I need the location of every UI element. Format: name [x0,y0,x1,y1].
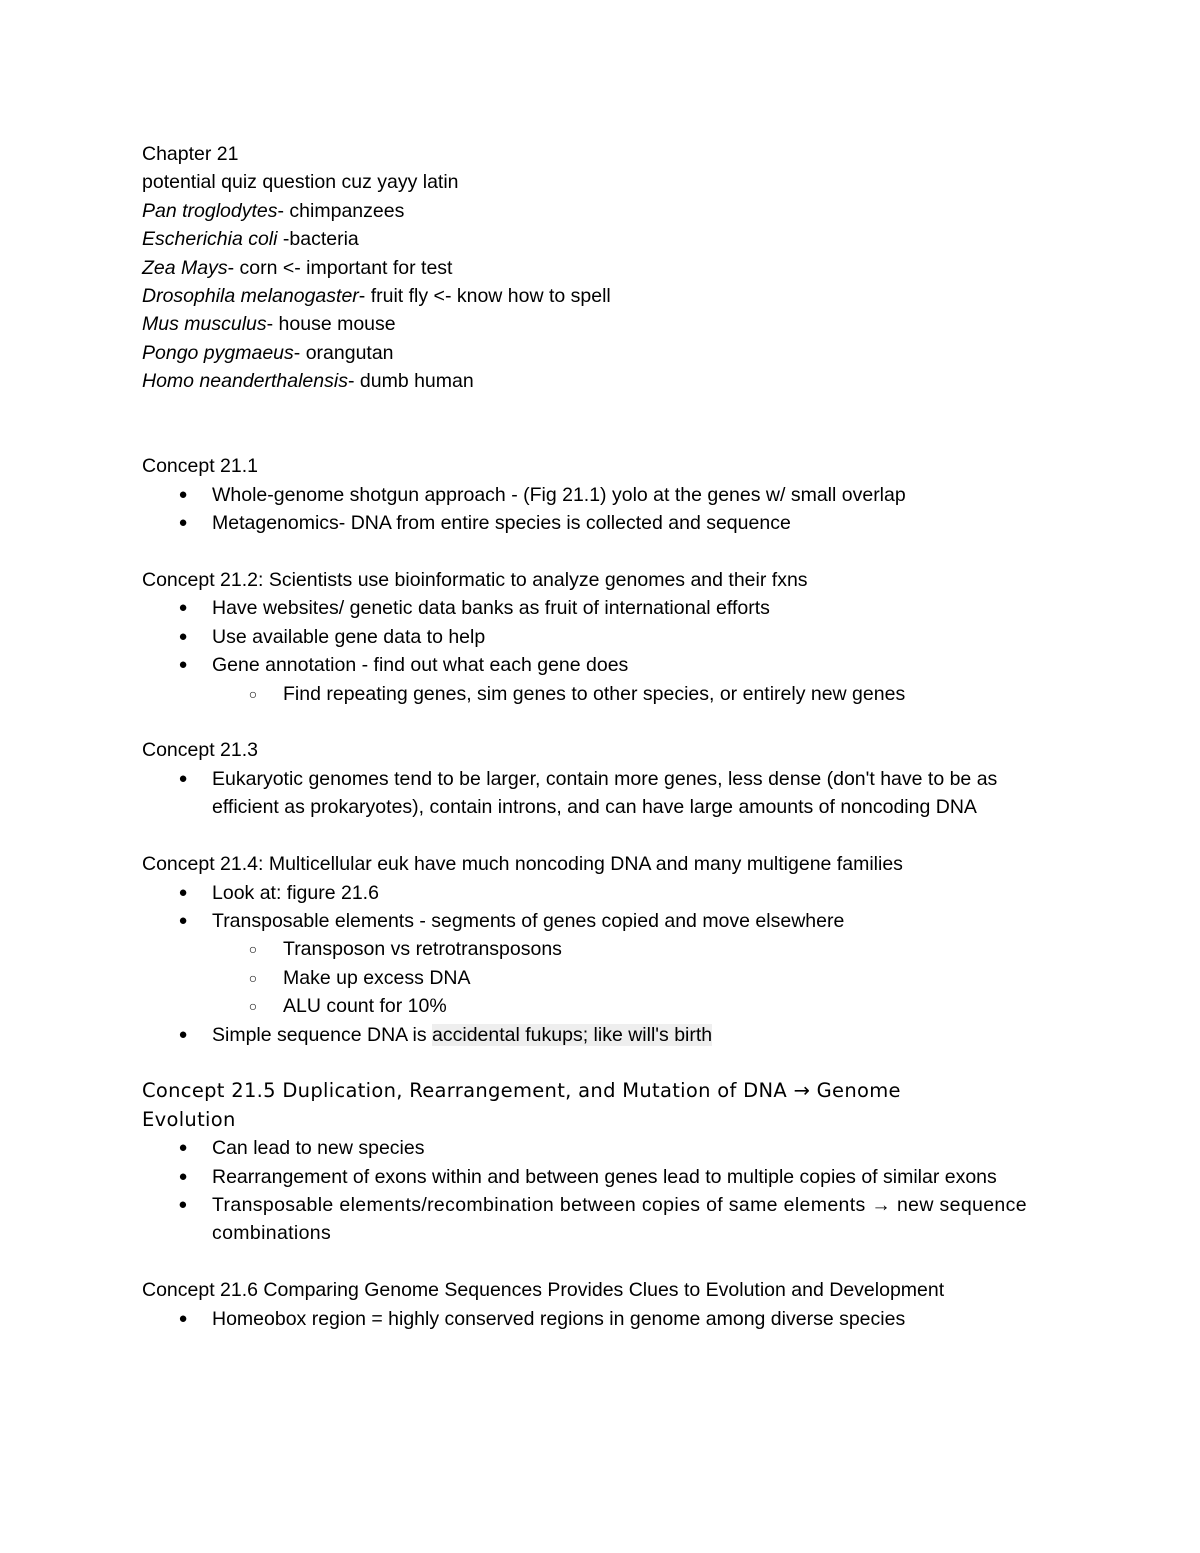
chapter-subtitle: potential quiz question cuz yayy latin [142,171,459,194]
list-item-text: Gene annotation - find out what each gene does [212,654,629,677]
list-item-text: Look at: figure 21.6 [212,881,379,904]
bullet-icon: ● [178,656,188,674]
list-item-text: ALU count for 10% [283,995,447,1018]
latin-name: Pan troglodytes [142,199,278,222]
bullet-icon: ● [178,769,188,787]
chapter-title: Chapter 21 [142,143,239,165]
concept-21-6-title: Concept 21.6 Comparing Genome Sequences Provides Clues to Evolution and Development [142,1279,945,1302]
bullet-icon: ● [178,911,188,929]
latin-name: Homo neanderthalensis [142,370,348,393]
list-item-text: Use available gene data to help [212,625,486,648]
list-item [142,1305,1072,1333]
latin-name: Pongo pygmaeus [142,341,294,364]
concept-21-4-title: Concept 21.4: Multicellular euk have much noncoding DNA and many multigene families [142,853,903,876]
latin-name: Escherichia coli [142,228,278,251]
common-name: - orangutan [293,341,394,364]
list-item [142,765,1057,822]
list-item-text: Make up excess DNA [283,966,471,989]
spacer [142,1248,1072,1276]
species-item [142,254,1072,282]
spacer [142,396,1072,453]
common-name: - house mouse [266,313,396,336]
common-name: - corn <- important for test [227,256,453,279]
circle-bullet-icon: ○ [248,998,258,1015]
bullet-icon: ● [178,1139,188,1157]
list-item-text: Find repeating genes, sim genes to other species, or entirely new genes [283,682,906,705]
circle-bullet-icon: ○ [248,685,258,702]
list-item-text: Rearrangement of exons within and between genes lead to multiple copies of similar exons [212,1165,997,1188]
species-item [142,367,1072,395]
common-name: -bacteria [277,228,359,251]
spacer [142,1049,1072,1077]
species-item [142,282,1072,310]
list-item-text: Have websites/ genetic data banks as fruit of international efforts [212,597,770,620]
bullet-icon: ● [178,1167,188,1185]
list-item-text: Can lead to new species [212,1137,425,1160]
sub-list-item [142,964,1072,992]
concept-21-2-list [142,594,1072,708]
list-item [142,594,1072,622]
species-item [142,197,1072,225]
bullet-icon: ● [178,1195,188,1213]
list-item [142,907,1072,935]
bullet-icon: ● [178,599,188,617]
list-item [142,481,1072,509]
latin-name: Mus musculus [142,313,267,336]
sub-list-item [142,992,1072,1020]
spacer [142,822,1072,850]
bullet-icon: ● [178,1309,188,1327]
list-item [142,1021,1072,1049]
highlighted-text: accidental fukups; like will's birth [432,1023,713,1046]
list-item-text: Transposable elements - segments of genes copied and move elsewhere [212,909,845,932]
concept-21-1-list [142,481,1072,538]
latin-name: Drosophila melanogaster [142,285,359,308]
common-name: - fruit fly <- know how to spell [358,285,611,308]
spacer [142,708,1072,736]
sub-list-item [142,680,1072,708]
list-item-text: Transposable elements/recombination between copies of same elements → new sequence combinations [212,1193,1027,1245]
concept-21-5-title: Concept 21.5 Duplication, Rearrangement, and Mutation of DNA → Genome Evolution [142,1079,901,1131]
common-name: - dumb human [347,370,474,393]
bullet-icon: ● [178,485,188,503]
concept-21-3-title: Concept 21.3 [142,739,259,762]
sub-list-item [142,935,1072,963]
concept-21-3-list [142,765,1072,822]
list-item-text: Eukaryotic genomes tend to be larger, contain more genes, less dense (don't have to be as efficient as prokaryotes), contain introns, and can have large amounts of noncoding DNA [212,767,998,819]
list-item-text: Metagenomics- DNA from entire species is collected and sequence [212,512,791,535]
bullet-icon: ● [178,883,188,901]
list-item [142,1163,1032,1191]
spacer [142,538,1072,566]
list-item [142,623,1072,651]
concept-21-5-list [142,1134,1072,1248]
concept-21-2-title: Concept 21.2: Scientists use bioinformatic to analyze genomes and their fxns [142,569,808,592]
list-item [142,1191,1042,1248]
list-item-text: Transposon vs retrotransposons [283,938,562,961]
common-name: - chimpanzees [277,199,405,222]
species-list [142,197,1072,396]
latin-name: Zea Mays [142,256,228,279]
list-item-text: Whole-genome shotgun approach - (Fig 21.1) yolo at the genes w/ small overlap [212,483,906,506]
list-item [142,1134,1072,1162]
species-item [142,310,1072,338]
species-item [142,225,1072,253]
list-item [142,651,1072,679]
list-item [142,879,1072,907]
circle-bullet-icon: ○ [248,969,258,986]
circle-bullet-icon: ○ [248,941,258,958]
bullet-icon: ● [178,1025,188,1043]
bullet-icon: ● [178,627,188,645]
concept-21-6-list [142,1305,1072,1333]
species-item [142,339,1072,367]
concept-21-4-list [142,879,1072,1049]
concept-21-1-title: Concept 21.1 [142,455,259,478]
bullet-icon: ● [178,514,188,532]
list-item [142,509,1072,537]
list-item-text: Homeobox region = highly conserved regions in genome among diverse species [212,1307,906,1330]
document-body [142,140,1072,1333]
list-item-text: Simple sequence DNA is [212,1023,433,1046]
